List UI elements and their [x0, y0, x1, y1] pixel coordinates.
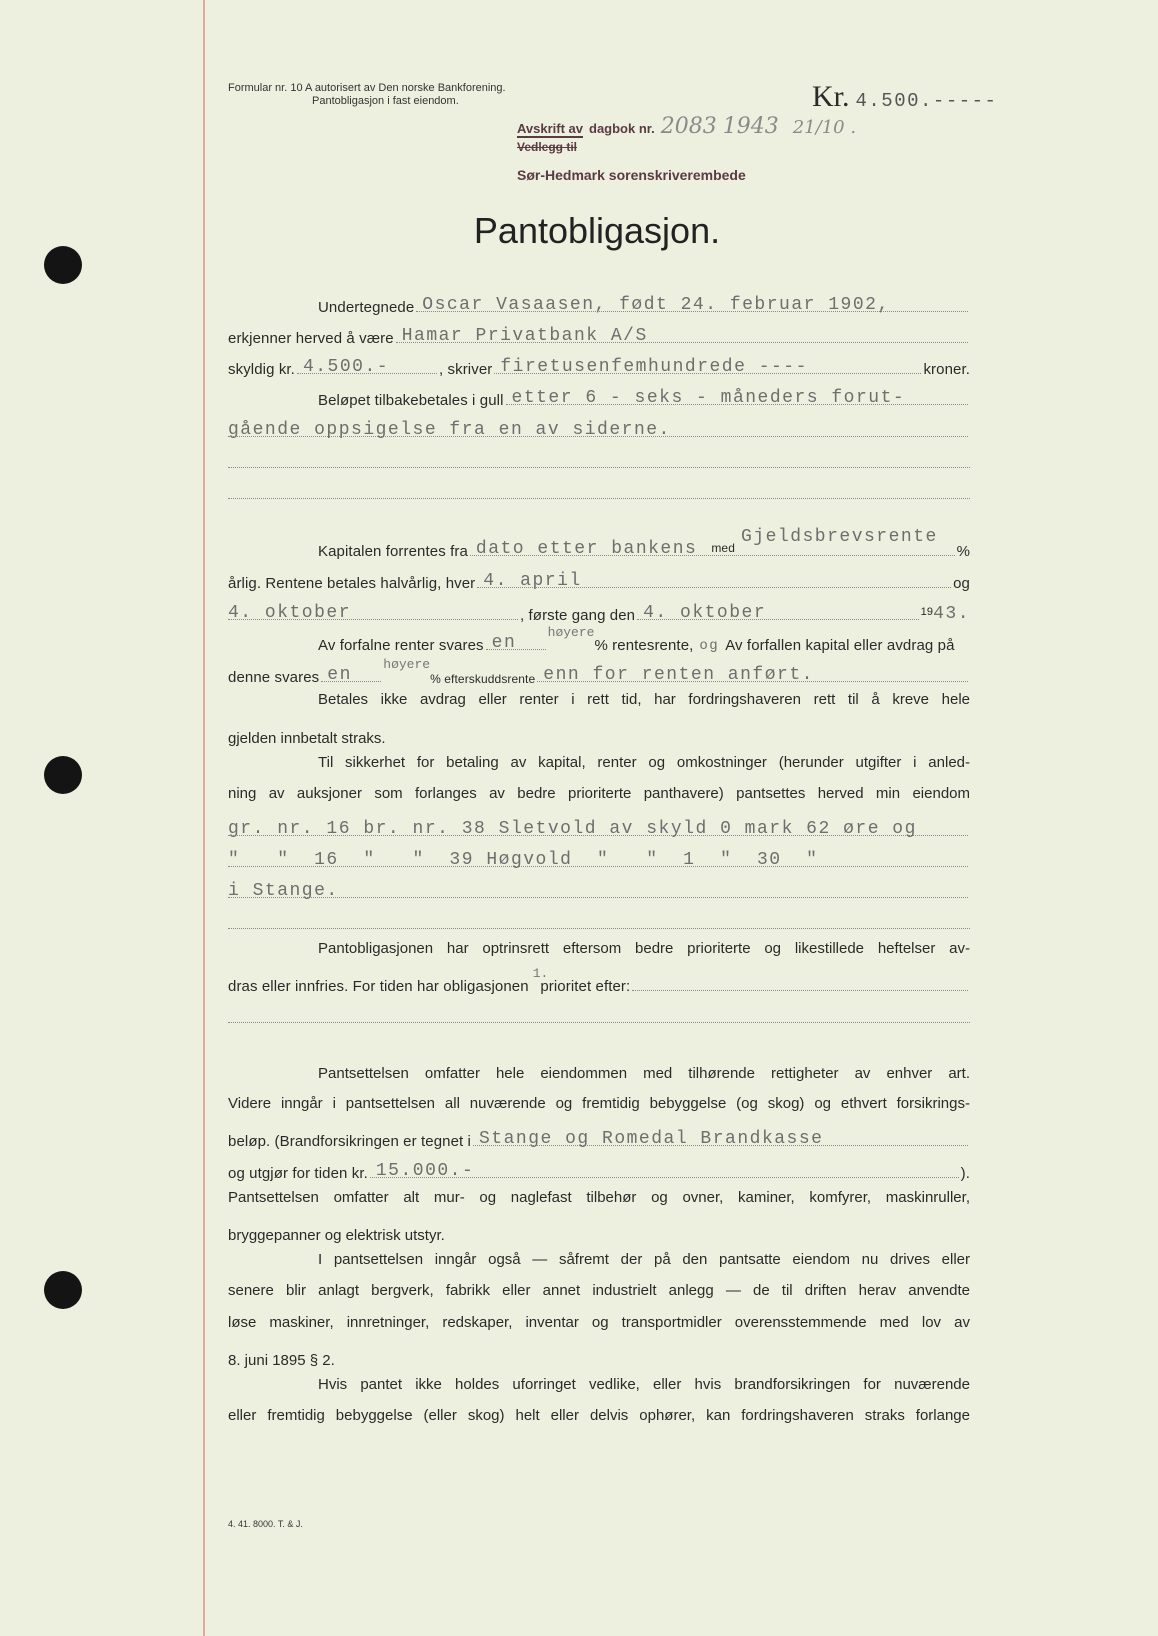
- fill-in-field: [228, 819, 968, 839]
- field-text: % efterskuddsrente: [430, 672, 536, 686]
- field-text: Stange og Romedal Brandkasse: [479, 1129, 824, 1149]
- fill-in-field: [637, 603, 919, 623]
- field-text: gr. nr. 16 br. nr. 38 Sletvold av skyld 0 mark 62 øre og: [228, 819, 917, 839]
- line-insurance-amount: [228, 1158, 970, 1182]
- field-text: % rentesrente,: [594, 637, 694, 654]
- field-text: en: [327, 665, 352, 685]
- text-line: Pantobligasjonen har optrinsrett eftersom bedre prioriterte og likestillede heftelser av-: [318, 940, 970, 957]
- fill-in-field: [473, 1129, 968, 1149]
- avskrift-label: Avskrift av: [517, 121, 583, 136]
- field-text: og utgjør for tiden kr.: [228, 1165, 368, 1182]
- fill-in-field: [632, 990, 968, 991]
- fill-in-field: [228, 420, 968, 440]
- kr-label: Kr.: [812, 80, 850, 113]
- blank-line: [228, 498, 970, 499]
- field-text: beløp. (Brandforsikringen er tegnet i: [228, 1133, 471, 1150]
- line-interest-dates: [228, 568, 970, 592]
- property-line-2: [228, 847, 970, 871]
- blank-line: [228, 467, 970, 468]
- dagbok-number: 2083: [660, 114, 717, 139]
- field-text: erkjenner herved å være: [228, 330, 394, 347]
- property-line-1: [228, 816, 970, 840]
- field-text: Av forfallen kapital eller avdrag på: [725, 637, 955, 654]
- property-line-3: [228, 878, 970, 902]
- fill-in-field: [396, 326, 968, 346]
- field-text: , første gang den: [520, 607, 636, 624]
- line-undertegnede: [318, 292, 970, 316]
- vedlegg-label: Vedlegg til: [517, 140, 578, 154]
- field-text: 19: [920, 606, 934, 618]
- text-line: senere blir anlagt bergverk, fabrikk eller annet industrielt anlegg — de til driften herav anvendte: [228, 1282, 970, 1299]
- office-stamp: Sør-Hedmark sorenskriverembede: [517, 167, 746, 183]
- field-text: med: [711, 541, 735, 555]
- line-repayment: [318, 385, 970, 409]
- fill-in-field: [470, 527, 955, 559]
- text-line: Pantsettelsen omfatter hele eiendommen med tilhørende rettigheter av enhver art.: [318, 1065, 970, 1082]
- text-line: Videre inngår i pantsettelsen all nuværende og fremtidig bebyggelse (og skog) og ethvert forsikrings-: [228, 1095, 970, 1112]
- line-repayment-cont: [228, 417, 970, 441]
- punch-hole: [44, 1271, 82, 1309]
- field-text: Kapitalen forrentes fra: [318, 543, 468, 560]
- fill-in-field: [537, 665, 968, 685]
- fill-in-field: [506, 388, 968, 408]
- field-text: dras eller innfries. For tiden har obligasjonen: [228, 978, 529, 995]
- field-text: og: [699, 638, 720, 654]
- dagbok-year: 1943: [722, 114, 779, 139]
- journal-stamp: [517, 114, 856, 139]
- text-line: 8. juni 1895 § 2.: [228, 1352, 335, 1369]
- fill-in-field: [321, 665, 381, 685]
- field-text: Hamar Privatbank A/S: [401, 326, 648, 346]
- field-text: gående oppsigelse fra en av siderne.: [228, 420, 671, 440]
- line-priority: [228, 966, 970, 995]
- text-line: løse maskiner, innretninger, redskaper, inventar og transportmidler overensstemmende med lov av: [228, 1314, 970, 1331]
- amount-header: [812, 80, 1003, 114]
- field-text: Oscar Vasaasen, født 24. februar 1902,: [422, 295, 890, 315]
- fill-in-field: [370, 1161, 959, 1181]
- field-text: en: [491, 633, 517, 653]
- field-text: høyere: [383, 657, 431, 672]
- fill-in-field: [494, 357, 921, 377]
- field-text: 4.500.-: [302, 357, 390, 377]
- dagbok-date: 21/10 .: [792, 117, 857, 138]
- fill-in-field: [228, 881, 968, 901]
- blank-line: [228, 928, 970, 929]
- text-line: Til sikkerhet for betaling av kapital, renter og omkostninger (herunder utgifter i anled-: [318, 754, 970, 771]
- form-line-1: Formular nr. 10 A autorisert av Den norske Bankforening.: [228, 82, 506, 94]
- field-text: " " 16 " " 39 Høgvold " " 1 " 30 ": [228, 850, 819, 870]
- field-text: og: [953, 575, 970, 592]
- text-line: Betales ikke avdrag eller renter i rett tid, har fordringshaveren rett til å kreve hele: [318, 691, 970, 708]
- field-text: Undertegnede: [318, 299, 415, 316]
- field-text: enn for renten anført.: [543, 665, 814, 685]
- fill-in-field: [228, 850, 968, 870]
- line-overdue-interest: [318, 625, 970, 654]
- line-interest-from: [318, 527, 970, 560]
- form-line-2: Pantobligasjon i fast eiendom.: [312, 95, 459, 107]
- field-text: dato etter bankens: [475, 539, 698, 559]
- field-text: denne svares: [228, 669, 320, 686]
- field-text: %: [956, 543, 970, 560]
- field-text: 15.000.-: [375, 1161, 475, 1181]
- field-text: 43.: [933, 604, 970, 624]
- text-line: Hvis pantet ikke holdes uforringet vedlike, eller hvis brandforsikringen for nuværende: [318, 1376, 970, 1393]
- field-text: 4. april: [483, 571, 582, 591]
- kr-amount: 4.500.-----: [855, 90, 998, 112]
- field-text: i Stange.: [228, 881, 339, 901]
- fill-in-field: [477, 571, 951, 591]
- line-insurance: [228, 1126, 970, 1150]
- text-line: I pantsettelsen inngår også — såfremt der på den pantsatte eiendom nu drives eller: [318, 1251, 970, 1268]
- field-text: etter 6 - seks - måneders forut-: [511, 388, 906, 408]
- field-text: 4. oktober: [643, 603, 767, 623]
- line-first-date: [228, 600, 970, 624]
- field-text: Beløpet tilbakebetales i gull: [318, 392, 504, 409]
- line-amount: [228, 354, 970, 378]
- field-text: årlig. Rentene betales halvårlig, hver: [228, 575, 476, 592]
- text-line: bryggepanner og elektrisk utstyr.: [228, 1227, 445, 1244]
- fill-in-field: [228, 603, 518, 623]
- dagbok-label: dagbok nr.: [589, 121, 655, 136]
- text-line: gjelden innbetalt straks.: [228, 730, 386, 747]
- blank-line: [228, 1022, 970, 1023]
- field-text: ).: [960, 1165, 970, 1182]
- text-line: Pantsettelsen omfatter alt mur- og naglefast tilbehør og ovner, kaminer, komfyrer, maskinruller,: [228, 1189, 970, 1206]
- field-text: firetusenfemhundrede ----: [500, 357, 808, 377]
- line-late-interest: [228, 657, 970, 686]
- field-text: 4. oktober: [228, 603, 352, 623]
- field-text: , skriver: [438, 361, 493, 378]
- punch-hole: [44, 756, 82, 794]
- field-text: kroner.: [923, 361, 970, 378]
- text-line: eller fremtidig bebyggelse (eller skog) helt eller delvis ophører, kan fordringshaveren straks forlange: [228, 1407, 970, 1424]
- print-footer: 4. 41. 8000. T. & J.: [228, 1519, 303, 1529]
- document-title: Pantobligasjon.: [473, 210, 721, 251]
- fill-in-field: [297, 357, 437, 377]
- field-text: 1.: [532, 966, 549, 981]
- field-text: høyere: [547, 625, 595, 640]
- field-text: prioritet efter:: [540, 978, 631, 995]
- field-text: Gjeldsbrevsrente: [740, 527, 938, 547]
- fill-in-field: [486, 633, 546, 653]
- fill-in-field: [416, 295, 968, 315]
- field-text: Av forfalne renter svares: [318, 637, 484, 654]
- text-line: ning av auksjoner som forlanges av bedre prioriterte panthavere) pantsettes herved min eiendom: [228, 785, 970, 802]
- field-text: skyldig kr.: [228, 361, 295, 378]
- line-creditor: [228, 323, 970, 347]
